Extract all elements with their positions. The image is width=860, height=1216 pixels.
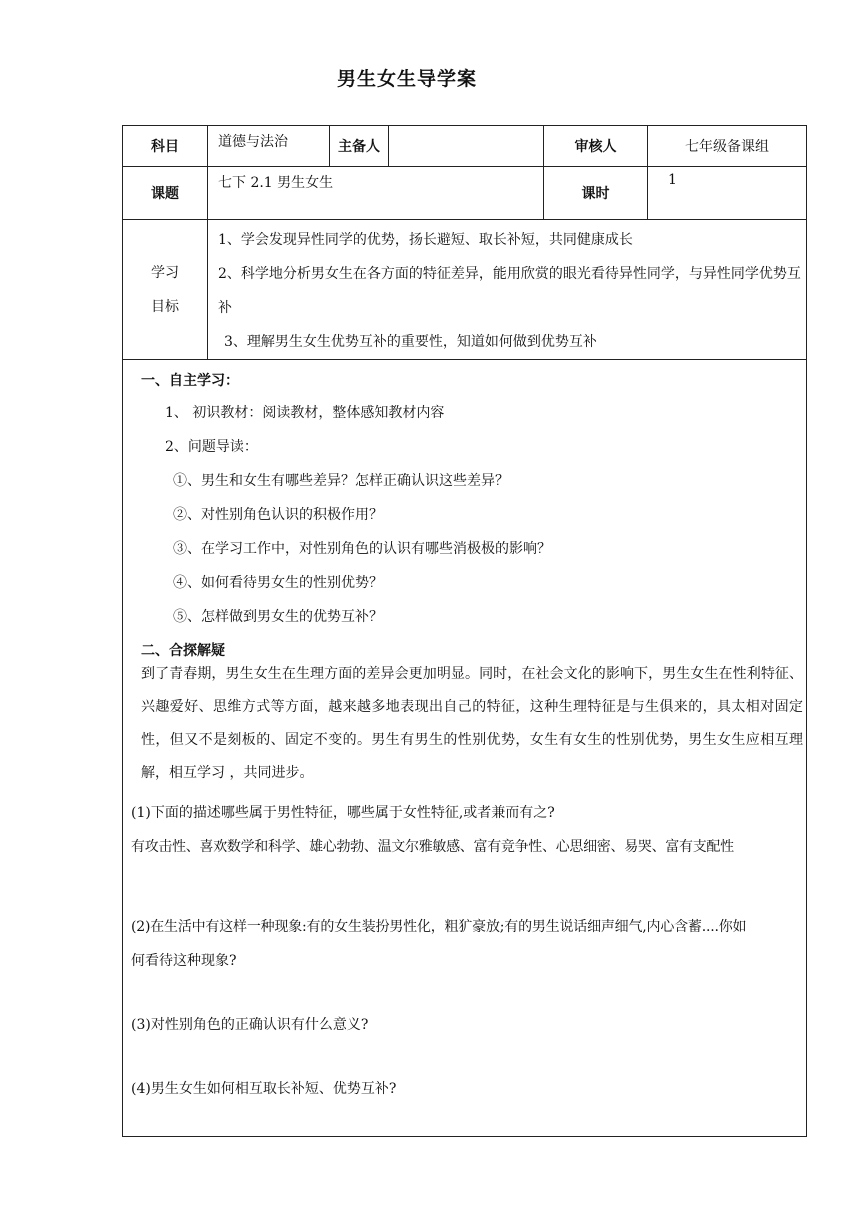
question-item: ③、在学习工作中，对性别角色的认识有哪些消极极的影响？ bbox=[173, 541, 551, 557]
header-row-topic bbox=[123, 167, 807, 220]
content-cell bbox=[123, 360, 807, 1137]
study-plan-table bbox=[122, 125, 807, 1137]
question-item: ②、对性别角色认识的积极作用？ bbox=[173, 507, 383, 523]
hours-label: 课时 bbox=[544, 167, 648, 220]
goals-label-line1: 学习 bbox=[151, 264, 179, 281]
preparer-label: 主备人 bbox=[330, 126, 389, 167]
topic-label: 课题 bbox=[123, 167, 208, 220]
section1-item1: 1、 初识教材：阅读教材，整体感知教材内容 bbox=[165, 405, 445, 421]
goal-item: 3、理解男生女生优势互补的重要性，知道如何做到优势互补 bbox=[224, 334, 597, 350]
subject-label: 科目 bbox=[123, 126, 208, 167]
subject-value: 道德与法治 bbox=[208, 126, 330, 167]
question-3: (3)对性别角色的正确认识有什么意义? bbox=[131, 1017, 369, 1033]
goals-label bbox=[123, 220, 208, 360]
goals-row bbox=[123, 220, 807, 360]
preparer-value bbox=[389, 126, 544, 167]
page-title bbox=[0, 64, 860, 91]
goals-list bbox=[208, 220, 807, 360]
section1-heading: 一、自主学习： bbox=[141, 373, 239, 389]
section1-item2: 2、问题导读： bbox=[165, 439, 258, 455]
traits-list: 有攻击性、喜欢数学和科学、雄心勃勃、温文尔雅敏感、富有竞争性、心思细密、易哭、富有支配性 bbox=[131, 839, 734, 855]
content-row bbox=[123, 360, 807, 1137]
goals-label-line2: 目标 bbox=[151, 298, 179, 315]
question-item: ⑤、怎样做到男女生的优势互补？ bbox=[173, 609, 383, 625]
header-row-subject bbox=[123, 126, 807, 167]
goal-item: 1、学会发现异性同学的优势，扬长避短、取长补短，共同健康成长 bbox=[218, 232, 633, 248]
topic-value: 七下 2.1 男生女生 bbox=[208, 167, 544, 220]
question-item: ①、男生和女生有哪些差异？怎样正确认识这些差异？ bbox=[173, 473, 509, 489]
question-4: (4)男生女生如何相互取长补短、优势互补? bbox=[131, 1081, 397, 1097]
reviewer-label: 审核人 bbox=[544, 126, 648, 167]
question-2-line1: (2)在生活中有这样一种现象:有的女生装扮男性化，粗犷豪放;有的男生说话细声细气,内心含蓄....你如 bbox=[131, 919, 747, 935]
section2-heading: 二、合探解疑 bbox=[141, 643, 225, 659]
question-1: (1)下面的描述哪些属于男性特征，哪些属于女性特征,或者兼而有之? bbox=[131, 805, 555, 821]
section2-paragraph: 到了青春期，男生女生在生理方面的差异会更加明显。同时，在社会文化的影响下，男生女生在性利特征、兴趣爱好、思维方式等方面，越来越多地表现出自己的特征，这种生理特征是与生俱来的，具太相对固定性，但又不是刻板的、固定不变的。男生有男生的性别优势，女生有女生的性别优势，男生女生应相互理解，相互学习 ，共同进步。 bbox=[141, 666, 803, 781]
question-item: ④、如何看待男女生的性别优势？ bbox=[173, 575, 383, 591]
page-title-text: 男生女生导学案 bbox=[336, 68, 477, 90]
question-2-line2: 何看待这种现象? bbox=[131, 953, 237, 969]
hours-value: 1 bbox=[648, 167, 807, 220]
reviewer-value: 七年级备课组 bbox=[648, 126, 807, 167]
goal-item: 2、科学地分析男女生在各方面的特征差异，能用欣赏的眼光看待异性同学，与异性同学优势互补 bbox=[218, 266, 801, 316]
